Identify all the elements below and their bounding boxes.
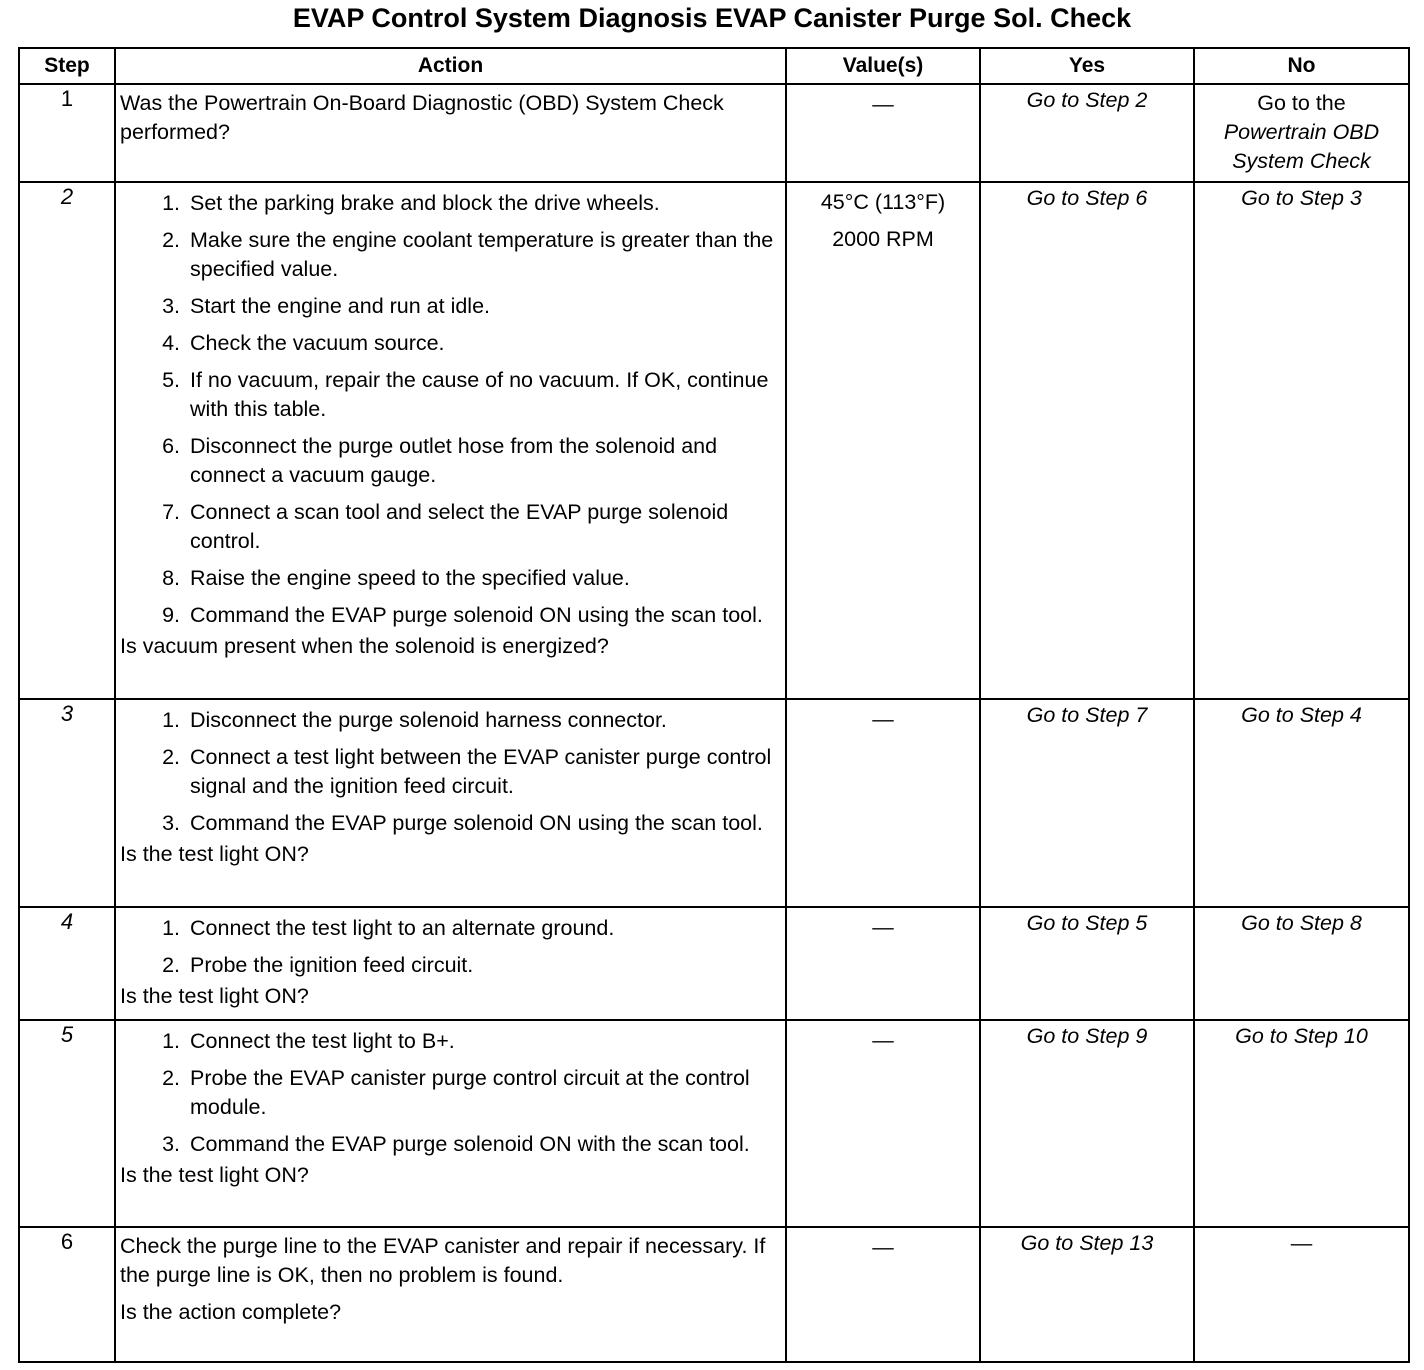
no-action <box>1194 1227 1409 1362</box>
value-cell: — <box>786 699 980 907</box>
table-row-step-2 <box>19 182 1409 699</box>
header-action: Action <box>115 48 786 84</box>
action-cell <box>115 1020 786 1227</box>
value-cell: — <box>786 907 980 1020</box>
yes-action: Go to Step 2 <box>980 84 1194 182</box>
step-number: 5 <box>19 1020 115 1227</box>
no-action-dash: — <box>1290 1231 1313 1255</box>
step-number: 6 <box>19 1227 115 1362</box>
no-action: Go to Step 4 <box>1194 699 1409 907</box>
action-intro: Check the purge line to the EVAP canister and repair if necessary. If the purge line is OK, then no problem is found. <box>120 1234 766 1287</box>
action-list <box>120 706 777 838</box>
action-question: Is the test light ON? <box>120 842 309 866</box>
action-question: Is the test light ON? <box>120 1163 309 1187</box>
table-row-step-4 <box>19 907 1409 1020</box>
no-action-line2: Powertrain OBD System Check <box>1223 119 1380 173</box>
no-action-line1: Go to the <box>1257 90 1346 115</box>
action-question: Is the test light ON? <box>120 984 309 1008</box>
action-question: Is the action complete? <box>120 1300 342 1324</box>
list-item: 9. Command the EVAP purge solenoid ON using the scan tool. <box>186 601 777 630</box>
list-item: 2. Probe the ignition feed circuit. <box>186 951 777 980</box>
header-yes: Yes <box>980 48 1194 84</box>
list-item: 2. Make sure the engine coolant temperature is greater than the specified value. <box>186 226 777 284</box>
yes-action: Go to Step 5 <box>980 907 1194 1020</box>
header-row <box>19 48 1409 84</box>
no-action: Go to Step 3 <box>1194 182 1409 699</box>
value-cell <box>786 182 980 699</box>
yes-action: Go to Step 9 <box>980 1020 1194 1227</box>
list-item: 8. Raise the engine speed to the specified value. <box>186 564 777 593</box>
action-question: Is vacuum present when the solenoid is energized? <box>120 634 609 658</box>
list-item: 4. Check the vacuum source. <box>186 329 777 358</box>
list-item: 2. Connect a test light between the EVAP canister purge control signal and the ignition feed circuit. <box>186 743 777 801</box>
action-list <box>120 914 777 980</box>
header-values: Value(s) <box>786 48 980 84</box>
value-cell: — <box>786 84 980 182</box>
yes-action: Go to Step 13 <box>980 1227 1194 1362</box>
value-cell: — <box>786 1020 980 1227</box>
list-item: 1. Disconnect the purge solenoid harness connector. <box>186 706 777 735</box>
page-title: EVAP Control System Diagnosis EVAP Canister Purge Sol. Check <box>292 3 1132 33</box>
table-row-step-1 <box>19 84 1409 182</box>
action-intro: Was the Powertrain On-Board Diagnostic (OBD) System Check performed? <box>120 91 724 144</box>
diagnosis-table <box>18 47 1410 1363</box>
action-cell <box>115 907 786 1020</box>
step-number: 4 <box>19 907 115 1020</box>
value-temperature: 45°C (113°F) <box>820 190 946 214</box>
action-cell <box>115 84 786 182</box>
header-no: No <box>1194 48 1409 84</box>
list-item: 3. Command the EVAP purge solenoid ON using the scan tool. <box>186 809 777 838</box>
no-action: Go to Step 10 <box>1194 1020 1409 1227</box>
list-item: 3. Command the EVAP purge solenoid ON with the scan tool. <box>186 1130 777 1159</box>
list-item: 2. Probe the EVAP canister purge control circuit at the control module. <box>186 1064 777 1122</box>
no-action <box>1194 84 1409 182</box>
yes-action: Go to Step 7 <box>980 699 1194 907</box>
list-item: 3. Start the engine and run at idle. <box>186 292 777 321</box>
step-number: 2 <box>19 182 115 699</box>
action-cell <box>115 182 786 699</box>
list-item: 1. Connect the test light to an alternate ground. <box>186 914 777 943</box>
list-item: 7. Connect a scan tool and select the EVAP purge solenoid control. <box>186 498 777 556</box>
yes-action: Go to Step 6 <box>980 182 1194 699</box>
value-cell: — <box>786 1227 980 1362</box>
table-row-step-3 <box>19 699 1409 907</box>
no-action: Go to Step 8 <box>1194 907 1409 1020</box>
action-cell <box>115 1227 786 1362</box>
list-item: 1. Set the parking brake and block the drive wheels. <box>186 189 777 218</box>
table-row-step-6 <box>19 1227 1409 1362</box>
action-list <box>120 189 777 630</box>
value-rpm: 2000 RPM <box>832 227 934 251</box>
action-cell <box>115 699 786 907</box>
list-item: 5. If no vacuum, repair the cause of no vacuum. If OK, continue with this table. <box>186 366 777 424</box>
header-step: Step <box>19 48 115 84</box>
step-number: 3 <box>19 699 115 907</box>
list-item: 1. Connect the test light to B+. <box>186 1027 777 1056</box>
step-number: 1 <box>19 84 115 182</box>
list-item: 6. Disconnect the purge outlet hose from the solenoid and connect a vacuum gauge. <box>186 432 777 490</box>
table-row-step-5 <box>19 1020 1409 1227</box>
action-list <box>120 1027 777 1159</box>
